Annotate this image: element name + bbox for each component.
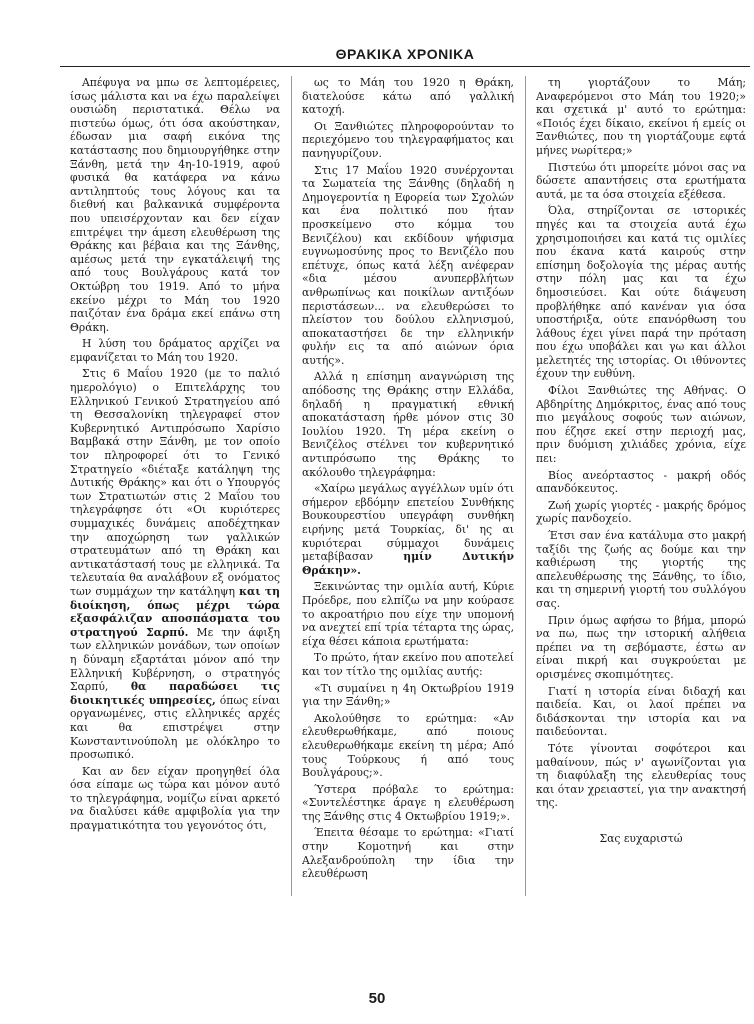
paragraph-text: Φίλοι Ξανθιώτες της Αθήνας. Ο Αβδηρίτης Δημόκριτος, ένας από τους πιο μεγάλους σοφούς των αιώνων, που έζησε εκεί στην περιοχή μας, πριν δυόμιση χιλιάδες χρόνια, είχε πει: bbox=[536, 384, 746, 466]
paragraph-text: Γιατί η ιστορία είναι διδαχή και παιδεία. Και, οι λαοί πρέπει να διδάσκονται την ιστορία και να παιδεύονται. bbox=[536, 684, 746, 739]
column-2 bbox=[302, 76, 514, 896]
paragraph-text: Ακολούθησε το ερώτημα: «Αν ελευθερωθήκαμε, από ποιους ελευθερωθήκαμε εκείνη τη μέρα; Από τους Τούρκους ή από τους Βουλγάρους;». bbox=[302, 711, 514, 780]
column-1 bbox=[70, 76, 280, 896]
article-paragraph bbox=[70, 367, 280, 761]
column-divider bbox=[291, 76, 292, 896]
bold-text: και τη διοίκηση, όπως μέχρι τώρα εξασφάλιζαν αποσπάσματα του στρατηγού Σαρπύ. bbox=[70, 584, 280, 639]
article-paragraph bbox=[70, 765, 280, 833]
paragraph-text: Πριν όμως αφήσω το βήμα, μπορώ να πω, πως την ιστορική αλήθεια πρέπει να τη σεβόμαστε, έστω αν είναι πικρή και συγκρούεται με ορισμένες σκοπιμότητες. bbox=[536, 613, 746, 681]
article-paragraph bbox=[536, 742, 746, 810]
paragraph-text: Έτσι σαν ένα κατάλυμα στο μακρή ταξίδι της ζωής ας δούμε και την καθιέρωση της γιορτής της απελευθέρωσης της Ξάνθης, το ίδιο, και τη σημερινή γιορτή του συλλόγου σας. bbox=[536, 529, 746, 610]
column-divider bbox=[525, 76, 526, 896]
page-header: ΘΡΑΚΙΚΑ ΧΡΟΝΙΚΑ bbox=[335, 46, 475, 62]
bold-text: θα παραδώσει τις διοικητικές υπηρεσίες, bbox=[70, 680, 280, 707]
article-paragraph bbox=[536, 499, 746, 526]
article-paragraph bbox=[536, 161, 746, 202]
paragraph-text: ως το Μάη του 1920 η Θράκη, διατελούσε κάτω από γαλλική κατοχή. bbox=[302, 76, 514, 117]
article-paragraph bbox=[302, 826, 514, 880]
article-paragraph bbox=[536, 529, 746, 611]
paragraph-text: Ζωή χωρίς γιορτές - μακρής δρόμος χωρίς πανδοχείο. bbox=[536, 498, 746, 526]
article-paragraph bbox=[302, 370, 514, 479]
bold-text: ημίν Δυτικήν Θράκην». bbox=[302, 550, 514, 577]
paragraph-text: Τότε γίνονται σοφότεροι και μαθαίνουν, πώς ν' αγωνίζονται για τη διαφύλαξη της ελευθερίας τους και όταν χρειαστεί, για την ανακτησή της. bbox=[536, 741, 746, 810]
paragraph-text: Στις 17 Μαΐου 1920 συνέρχονται τα Σωματεία της Ξάνθης (δηλαδή η Δημογεροντία η Εφορεία των Σχολών και ένα πολιτικό που ήταν προσκείμενο στο κόμμα του Βενιζέλου) και εκδίδουν ψήφισμα ευγνωμοσύνης προς το Βενιζέλο που επέτυχε, όπως κατά λέξη ανέφεραν «δια μέσου ανυπερβλήτων ανθρωπίνως και ποικίλων αντιξόων περιστάσεων... να ελευθερώσει το πλείστον του δούλου ελληνισμού, αποκαταστήσει δε την ελληνικήν φυλήν εις τα από αιώνων όρια αυτής». bbox=[302, 163, 514, 367]
article-paragraph bbox=[302, 580, 514, 648]
column-3 bbox=[536, 76, 746, 896]
article-paragraph bbox=[536, 614, 746, 682]
paragraph-text: όπως είναι οργανωμένες, στις ελληνικές αρχές και θα επιστρέψει στην Κωνσταντινούπολη με ολόκληρο το προσωπικό. bbox=[70, 693, 280, 762]
article-paragraph bbox=[302, 651, 514, 678]
paragraph-text: Και αν δεν είχαν προηγηθεί όλα όσα είπαμε ως τώρα και μόνον αυτό το τηλεγράφημα, νομίζω είναι αρκετό να διαλύσει κάθε αμφιβολία για την πραγματικότητα του γεγονότος ότι, bbox=[70, 764, 280, 833]
article-paragraph bbox=[302, 783, 514, 824]
paragraph-text: Όλα, στηρίζονται σε ιστορικές πηγές και τα στοιχεία αυτά έχω χρησιμοποιήσει και κατά τις ομιλίες που έκανα κατά καιρούς στην επίσημη δοξολογία της μέρας αυτής στην πόλη μας και τα έχω δημοσιεύσει. Και ούτε διάψευση προβλήθηκε από κανέναν για όσα υποστήριξα, ούτε επανόρθωση του λάθους έχει γίνει παρά την πρόταση που έχω υποβάλει και γω και άλλοι μελετητές της ιστορίας. Οι ιθύνοντες έχουν την ευθύνη. bbox=[536, 204, 746, 381]
paragraph-text: Ύστερα πρόβαλε το ερώτημα: «Συντελέστηκε άραγε η ελευθέρωση της Ξάνθης στις 4 Οκτωβρίου 1919;». bbox=[302, 782, 514, 823]
paragraph-text: Ξεκινώντας την ομιλία αυτή, Κύριε Πρόεδρε, που ελπίζω να μην κούρασε το ακροατήριο που είχε την υπομονή να ανεχτεί επί τρία τέταρτα της ώρας, είχα θέσει κάποια ερωτήματα: bbox=[302, 580, 514, 648]
paragraph-text: Πιστεύω ότι μπορείτε μόνοι σας να δώσετε απαντήσεις στα ερωτήματα αυτά, με τα όσα στοιχεία εξέθεσα. bbox=[536, 160, 746, 201]
article-paragraph bbox=[536, 204, 746, 381]
paragraph-text: Οι Ξανθιώτες πληροφορούνταν το περιεχόμενο του τηλεγραφήματος και πανηγυρίζουν. bbox=[302, 119, 514, 160]
article-paragraph bbox=[302, 120, 514, 161]
article-paragraph bbox=[536, 76, 746, 158]
article-paragraph bbox=[536, 685, 746, 739]
article-paragraph bbox=[302, 482, 514, 577]
article-paragraph bbox=[70, 337, 280, 364]
paragraph-text: «Τι συμαίνει η 4η Οκτωβρίου 1919 για την Ξάνθη;» bbox=[302, 681, 514, 709]
paragraph-text: Το πρώτο, ήταν εκείνο που αποτελεί και τον τίτλο της ομιλίας αυτής: bbox=[302, 651, 514, 678]
closing-text: Σας ευχαριστώ bbox=[599, 831, 683, 845]
article-paragraph bbox=[302, 164, 514, 368]
header-rule bbox=[60, 66, 750, 67]
article-paragraph bbox=[536, 469, 746, 496]
paragraph-text: Απέφυγα να μπω σε λεπτομέρειες, ίσως μάλιστα και να έχω παραλείψει ουσιώδη περιστατικά. Θέλω να πιστεύω όμως, ότι όσα ακούστηκαν, έδωσαν μια σαφή εικόνα της κατάστασης που δημιουργήθηκε στην Ξάνθη, μετά την 4η-10-1919, αφού φυσικά θα κατάφερα να κάνω αντιληπτούς τους λόγους και τα διεθνή και βαλκανικά συμφέροντα που υπεισέρχονταν και δεν είχαν επιτρέψει την άμεση ελευθέρωση της Θράκης και βέβαια και της Ξάνθης, αμέσως μετά την εγκατάλειψή της από τους Βουλγάρους κατά τον Οκτώβρη του 1919. Από το μήνα εκείνο μέχρι το Μάη του 1920 παιζόταν ένα δράμα εκεί επάνω στη Θράκη. bbox=[70, 76, 280, 334]
article-paragraph bbox=[302, 682, 514, 709]
paragraph-text: Με την άφιξη των ελληνικών μονάδων, των οποίων η δύναμη εξαρτάται μόνον από την Ελληνική Κυβέρνηση, ο στρατηγός Σαρπύ, bbox=[70, 625, 280, 694]
paragraph-text: Έπειτα θέσαμε το ερώτημα: «Γιατί στην Κομοτηνή και στην Αλεξανδρούπολη την ίδια την ελευθέρωση bbox=[302, 826, 514, 881]
page-number: 50 bbox=[368, 990, 386, 1007]
paragraph-text: Βίος ανεόρταστος - μακρή οδός απανδόκευτος. bbox=[536, 468, 746, 496]
article-paragraph bbox=[70, 76, 280, 334]
paragraph-text: «Χαίρω μεγάλως αγγέλλων υμίν ότι σήμερον εβδόμην επετείου Συνθήκης Βουκουρεστίου υπεγράφη συνθήκη ειρήνης μετά Τουρκίας, δι' ης αι κυριότεραι σύμμαχοι δυνάμεις μεταβίβασαν bbox=[302, 482, 514, 564]
paragraph-text: Η λύση του δράματος αρχίζει να εμφανίζεται το Μάη του 1920. bbox=[70, 337, 280, 364]
article-paragraph bbox=[536, 384, 746, 466]
article-paragraph bbox=[302, 712, 514, 780]
paragraph-text: Αλλά η επίσημη αναγνώριση της απόδοσης της Θράκης στην Ελλάδα, δηλαδή η πραγματική εθνική αποκατάσταση ήρθε μόνον στις 30 Ιουλίου 1920. Τη μέρα εκείνη ο Βενιζέλος στέλνει τον κυβερνητικό αντιπρόσωπο της Θράκης το ακόλουθο τηλεγράφημα: bbox=[302, 370, 514, 479]
paragraph-text: Στις 6 Μαΐου 1920 (με το παλιό ημερολόγιο) ο Επιτελάρχης του Ελληνικού Γενικού Στρατηγείου από τη Θεσσαλονίκη τηλεγραφεί στον Κυβερνητικό Αντιπρόσωπο Χαρίσιο Βαμβακά στην Ξάνθη, με τον οποίο τον πληροφορεί ότι το Γενικό Στρατηγείο «διέταξε κατάληψη της Δυτικής Θράκης» και ότι ο Υπουργός των Στρατιωτών στις 2 Μαΐου του τηλεγράφησε ότι «Οι κυριότερες συμμαχικές δυνάμεις αποδέχτηκαν την αποχώρηση των γαλλικών στρατευμάτων από τη Θράκη και αντικατάστασή τους με ελληνικά. Τα τελευταία θα αναλάβουν εξ ονόματος των συμμάχων την κατάληψη bbox=[70, 367, 280, 598]
paragraph-text: τη γιορτάζουν το Μάη; Αναφερόμενοι στο Μάη του 1920;» και σχετικά μ' αυτό το ερώτημα: «Ποιός έχει δίκαιο, εκείνοι ή εμείς οι Ξανθιώτες, που τη γιορτάζουμε εφτά μήνες νωρίτερα;» bbox=[536, 76, 746, 157]
article-paragraph bbox=[302, 76, 514, 117]
